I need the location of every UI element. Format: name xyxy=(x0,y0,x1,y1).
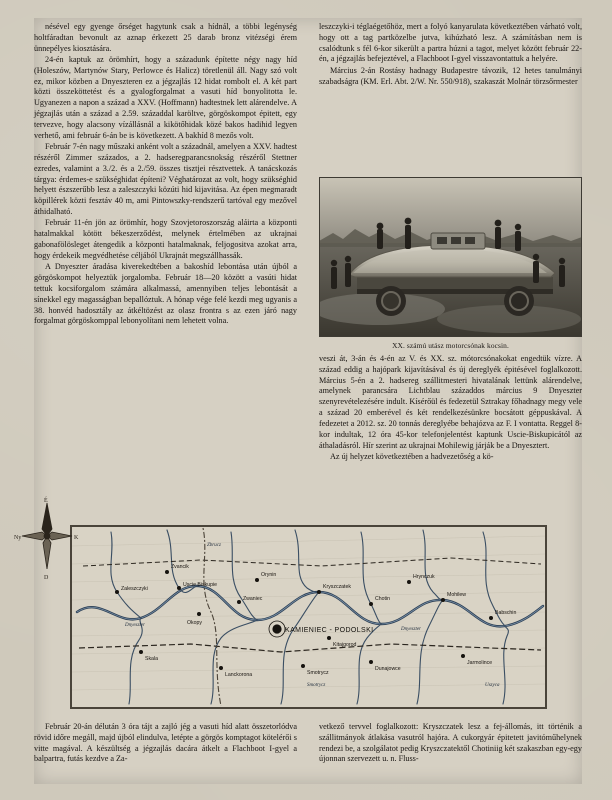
svg-text:Hrynczuk: Hrynczuk xyxy=(413,574,435,580)
paragraph: A Dnyeszter áradása kiverekedtében a bakoshíd lebontása után újból a görgöskompot helyeztük jorgalomba. Február 18—20 között a vasúti hidat tettuk kocsiforgalom számára alkalmassá, amennyiben teljes lebontását a sínekkel egy magasságban bepallóztuk. A hónap vége felé kezdi meg ugyanis a 38. honvéd hadosztály az átkéltözést az olasz frontra s az ezen járó nagy forgalmat görgöskomppal lebonyolítani nem lehetett volna. xyxy=(34,262,297,326)
photo-figure xyxy=(319,177,582,350)
svg-text:Uscie Biskupie: Uscie Biskupie xyxy=(183,582,218,588)
map-city-label: KAMIENIEC - PODOLSKI xyxy=(285,627,374,634)
map-river-label: Uszyca xyxy=(485,683,500,688)
paragraph: Február 11-én jön az örömhír, hogy Szovjetoroszország aláirta a központi hatalmakkal kötött békeszerződést, melynek értelmében az ukrajnai gabonafölösleget átengedik a központi hatalmaknak, feljogositva azokat arra, hogy érdekeik megvédhetése céljából Ukrajnát megszállhassák. xyxy=(34,218,297,260)
paragraph: vetkező tervvel foglalkozott: Kryszczatek lesz a fej-állomás, itt történik a szállitmányok átlakása vasutról hajóra. A cukorgyár épitetett javitóműhelynek rendezi be, a szolgálatot pedig Kryszczatektől Chotiniig két szakaszban egy-egy újonnan szervezett u. n. Fluss- xyxy=(319,722,582,764)
paragraph: Február 20-án délután 3 óra tájt a zajló jég a vasuti híd alatt összetorlódva rövid időre megáll, majd újból elindulva, letépte a görgös komptagot kötelérői s vitte magával. A készültség a jégzajlás dacára átkelt a Flachboot I-gyel a balpartra, futás kezdve a Za- xyxy=(34,722,297,764)
compass-rose xyxy=(12,495,82,585)
compass-east-label: K xyxy=(74,535,79,541)
motorboat-on-wagon-photo xyxy=(319,177,582,337)
photo-caption: XX. számú utász motorcsónak kocsin. xyxy=(392,341,509,350)
paragraph: Az új helyzet következtében a hadvezetőség a kö- xyxy=(330,451,494,461)
svg-text:Zwaniec: Zwaniec xyxy=(243,596,263,602)
map-river-label: Dnyeszter xyxy=(125,623,145,628)
compass-north-label: É xyxy=(44,498,48,504)
bottom-left-column xyxy=(34,722,297,765)
svg-text:Orynin: Orynin xyxy=(261,572,277,578)
paragraph: 24-én kaptuk az örömhírt, hogy a századunk építette négy nagy híd (Holeszów, Martynów Stary, Perlowce és Halicz) töretlenül áll. Nagy szó volt ez, mikor közben a Dnyeszteren ez a jégzajlás 12 hidat rombolt el. A két part közti összeköttetést és a gyalogforgalmat a vasuti híd bonyolitotta le. Ugyanezen a napon a század a XXV. (Hoffmann) hadtestnek lett alárendelve. A jégzajlás után a század a 2.59. századdal karöltve, görgöskompot épitett, egy tervezve, hogy alacsony vízállásnál a kikötőhidak közé bakos hadihid legyen verhető, ami február 6-án be is következett. A bakhíd 8 mezős volt. xyxy=(34,54,297,140)
svg-text:Zvancik: Zvancik xyxy=(171,564,189,570)
bottom-right-column xyxy=(319,722,582,765)
paragraph: nésével egy gyenge őrséget hagytunk csak a hídnál, a többi legénység holtfáradtan bevonult az aznap érkezett 25 darab bronz vitézségi érem ünnepélyes kiosztására. xyxy=(34,22,297,53)
dnyeszter-region-map xyxy=(70,525,547,709)
svg-text:Okopy: Okopy xyxy=(187,620,202,626)
paragraph: leszczyki-i téglaégetőhöz, mert a folyó kanyarulata következtében várható volt, hogy ott a tag partközelbe jutva, kihúzható lesz. A számításban nem is csalódtunk s fél 6-kor sikerült a partra húzni a tagot, melyet között február 22-én, a jégzajlás befejeztével, a Flachboot I-gyel visszavontattuk a helyére. xyxy=(319,22,582,64)
map-figure xyxy=(14,498,545,709)
svg-text:Skala: Skala xyxy=(145,656,158,662)
paragraph: Február 7-én nagy műszaki anként volt a századnál, amelyen a XXV. hadtest részéről Zimmer százados, a 2. hadseregparancsnokság részéről Stettner ezredes, valamint a 3./2. és a 2./59. összes tisztjei résztvettek. A tanácskozás tárgya: érdemes-e szükséghidat építeni? Véghatározat az volt, hogy szükséghid helyett észszerűbb lesz a zaleszczyki közúti hid kijavitása. Az épen megmaradt köpillérek közti fesztáv 40 m, ami Pintowszky-rendszerű tartóval egy mezővel áthidalható. xyxy=(34,142,297,217)
paragraph: veszi át, 3-án és 4-én az V. és XX. sz. mótorcsónakokat engedtük vízre. A század eddig a hajópark kijavításával és új dereglyék épitésével foglalkozott. Március 5-én a 2. hadsereg szállitmesteri hivatalának lettünk alárendelve, amelynek parancsára Lichtblau századdos március 9 Dnyeszter szenyrevételezésére indult. Kísérőül és fedezetül Sztrakay főhadnagy megy vele a század 20 emberével és két rendelkezésünkre bocsátott géppuskával. A fedezetet a 2012. sz. 20 tonnás dereglyébe behajózva az F. I vontatta. Reggel 8-kor indultak, 12 óra 45-kor telefonjelentést kaptunk Uscie-Biskupicától az áthaladásról. Hír szerint az ukrajnai Mohilewig járják be a Dnyesztert. xyxy=(319,354,582,450)
paragraph: Március 2-án Rostásy hadnagy Budapestre távozik, 12 hetes tanulmányi szabadságra (KM. Erl. Abt. 2/W. Nr. 550/918), szakaszát Molnár törzsőrmester xyxy=(319,65,582,86)
svg-text:Zaleszczyki: Zaleszczyki xyxy=(121,586,148,592)
svg-text:Chotin: Chotin xyxy=(375,596,390,602)
svg-text:Mohilew: Mohilew xyxy=(447,592,467,598)
body-columns xyxy=(34,22,582,502)
map-river-label: Zbrucz xyxy=(207,543,221,548)
map-river-label: Dnyeszter xyxy=(401,627,421,632)
svg-text:Babschin: Babschin xyxy=(495,610,517,616)
compass-south-label: D xyxy=(44,575,49,581)
left-text-column xyxy=(34,22,297,328)
svg-text:Kryszczatek: Kryszczatek xyxy=(323,584,351,590)
svg-text:Lanckorona: Lanckorona xyxy=(225,672,253,678)
right-text-column-bottom xyxy=(319,354,582,463)
svg-text:Jarmolince: Jarmolince xyxy=(467,660,493,666)
svg-text:Smotrycz: Smotrycz xyxy=(307,670,329,676)
svg-text:Dunajowce: Dunajowce xyxy=(375,666,401,672)
compass-west-label: Ny xyxy=(14,535,22,541)
svg-text:Kitajgorod: Kitajgorod xyxy=(333,642,357,648)
map-river-label: Smotrycz xyxy=(307,683,326,688)
right-text-column-top xyxy=(319,22,582,88)
